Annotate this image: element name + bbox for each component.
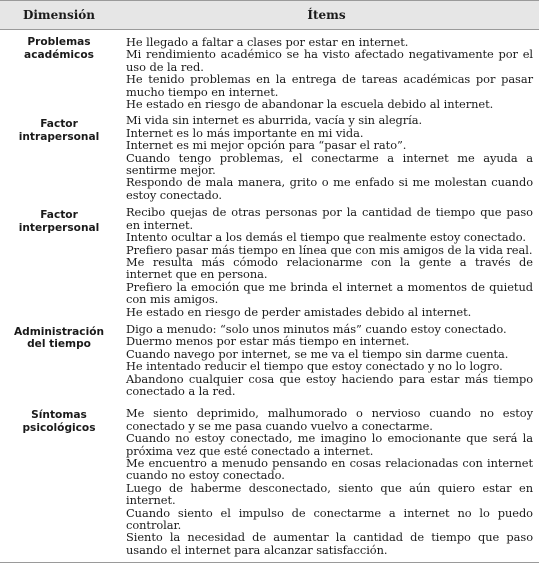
item-text: Abandono cualquier cosa que estoy haciendo para estar más tiempo conectado a la red.: [126, 371, 533, 398]
item-text: Prefiero la emoción que me brinda el internet a momentos de quietud con mis amigos.: [126, 279, 533, 307]
table-row: [0, 110, 539, 201]
items-cell: [118, 318, 539, 397]
table-row: [0, 397, 539, 562]
item-text: Luego de haberme desconectado, siento que aún quiero estar en internet.: [126, 480, 533, 508]
item-text: Respondo de mala manera, grito o me enfado si me molestan cuando estoy conectado.: [126, 175, 533, 202]
item-text: He estado en riesgo de perder amistades debido al internet.: [126, 304, 472, 319]
item-text: Internet es lo más importante en mi vida.: [126, 125, 364, 140]
dimension-label-line1: Factor: [40, 118, 78, 131]
header-items: Ítems: [118, 1, 539, 30]
item-text: Mi rendimiento académico se ha visto afectado negativamente por el uso de la red.: [126, 47, 533, 74]
dimension-label-line2: académicos: [24, 48, 94, 61]
dimension-cell: [0, 30, 118, 111]
item-text: Prefiero pasar más tiempo en línea que con mis amigos de la vida real.: [126, 242, 533, 257]
dimension-label-line2: interpersonal: [18, 221, 100, 234]
item-text: He llegado a faltar a clases por estar en internet.: [126, 35, 409, 49]
items-cell: [118, 110, 539, 201]
table-body: [0, 30, 539, 563]
table-header: [0, 1, 539, 30]
item-text: Siento la necesidad de aumentar la cantidad de tiempo que paso usando el internet para alcanzar satisfacción.: [126, 530, 533, 557]
item-text: Internet es mi mejor opción para “pasar el rato”.: [126, 138, 407, 153]
dimension-label-line1: Síntomas: [31, 409, 87, 422]
dimension-label-line2: psicológicos: [22, 421, 96, 434]
dimension-cell: [0, 110, 118, 201]
header-row: [0, 1, 539, 30]
table-row: [0, 318, 539, 397]
table-row: [0, 30, 539, 111]
item-text: Digo a menudo: “solo unos minutos más” cuando estoy conectado.: [126, 321, 507, 336]
dimension-label-line1: Administración: [13, 325, 105, 338]
dimension-cell: [0, 201, 118, 318]
item-text: Cuando tengo problemas, el conectarme a internet me ayuda a sentirme mejor.: [126, 150, 533, 178]
item-text: Duermo menos por estar más tiempo en internet.: [126, 334, 410, 349]
item-text: Cuando siento el impulso de conectarme a internet no lo puedo controlar.: [126, 505, 533, 533]
dimension-cell: [0, 397, 118, 562]
item-text: Intento ocultar a los demás el tiempo que realmente estoy conectado.: [126, 230, 526, 245]
items-cell: [118, 30, 539, 111]
item-text: He intentado reducir el tiempo que estoy conectado y no lo logro.: [126, 359, 503, 374]
item-text: Me encuentro a menudo pensando en cosas relacionadas con internet cuando no estoy conectado.: [126, 456, 533, 483]
dimension-label-line2: del tiempo: [27, 338, 91, 351]
item-text: He estado en riesgo de abandonar la escuela debido al internet.: [126, 97, 494, 112]
dimension-cell: [0, 318, 118, 397]
item-text: Mi vida sin internet es aburrida, vacía y sin alegría.: [126, 113, 423, 128]
items-cell: [118, 397, 539, 562]
dimension-label-line1: Factor: [40, 209, 78, 222]
items-cell: [118, 201, 539, 318]
table-row: [0, 201, 539, 318]
item-text: Me resulta más cómodo relacionarme con la gente a través de internet que en persona.: [126, 254, 533, 282]
item-text: Cuando navego por internet, se me va el tiempo sin darme cuenta.: [126, 346, 509, 361]
item-text: Cuando no estoy conectado, me imagino lo emocionante que será la próxima vez que esté conectado a internet.: [126, 431, 533, 458]
dimension-label-line1: Problemas: [27, 36, 91, 48]
header-dimension: Dimensión: [0, 1, 118, 30]
item-text: Me siento deprimido, malhumorado o nervioso cuando no estoy conectado y se me pasa cuando vuelvo a conectarme.: [126, 406, 533, 433]
dimension-label-line2: intrapersonal: [18, 130, 100, 143]
item-text: He tenido problemas en la entrega de tareas académicas por pasar mucho tiempo en internet.: [126, 72, 533, 99]
item-text: Recibo quejas de otras personas por la cantidad de tiempo que paso en internet.: [126, 205, 533, 232]
